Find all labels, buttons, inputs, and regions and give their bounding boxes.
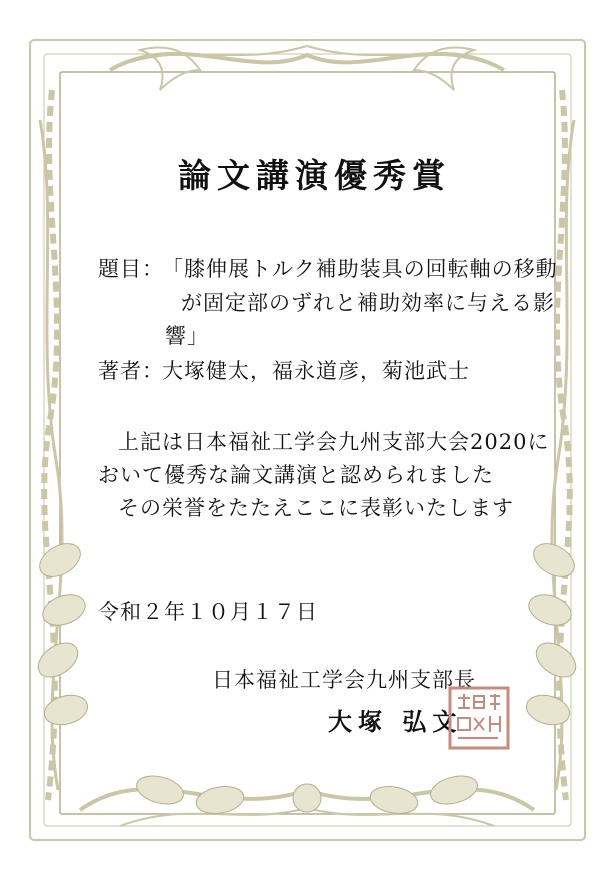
official-seal bbox=[448, 686, 510, 750]
subject-line-1: 「膝伸展トルク補助装具の回転軸の移動 bbox=[162, 257, 558, 281]
certificate-title: 論文講演優秀賞 bbox=[178, 156, 451, 195]
body-line-3: その栄誉をたたえここに表彰いたします bbox=[118, 496, 514, 520]
body-line-1: 上記は日本福祉工学会九州支部大会2020に bbox=[118, 430, 550, 454]
authors-label: 著者： bbox=[98, 359, 164, 383]
subject-label: 題目： bbox=[98, 257, 164, 281]
signer-name: 大塚 弘文 bbox=[328, 707, 463, 736]
body-line-2: おいて優秀な論文講演と認められました bbox=[98, 463, 494, 487]
award-date: 令和２年１０月１７日 bbox=[98, 600, 318, 624]
authors: 大塚健太，福永道彦，菊池武士 bbox=[162, 359, 470, 383]
subject-line-3: 響」 bbox=[165, 324, 209, 348]
subject-line-2: が固定部のずれと補助効率に与える影 bbox=[181, 291, 555, 315]
organization-name: 日本福祉工学会九州支部長 bbox=[212, 668, 476, 692]
